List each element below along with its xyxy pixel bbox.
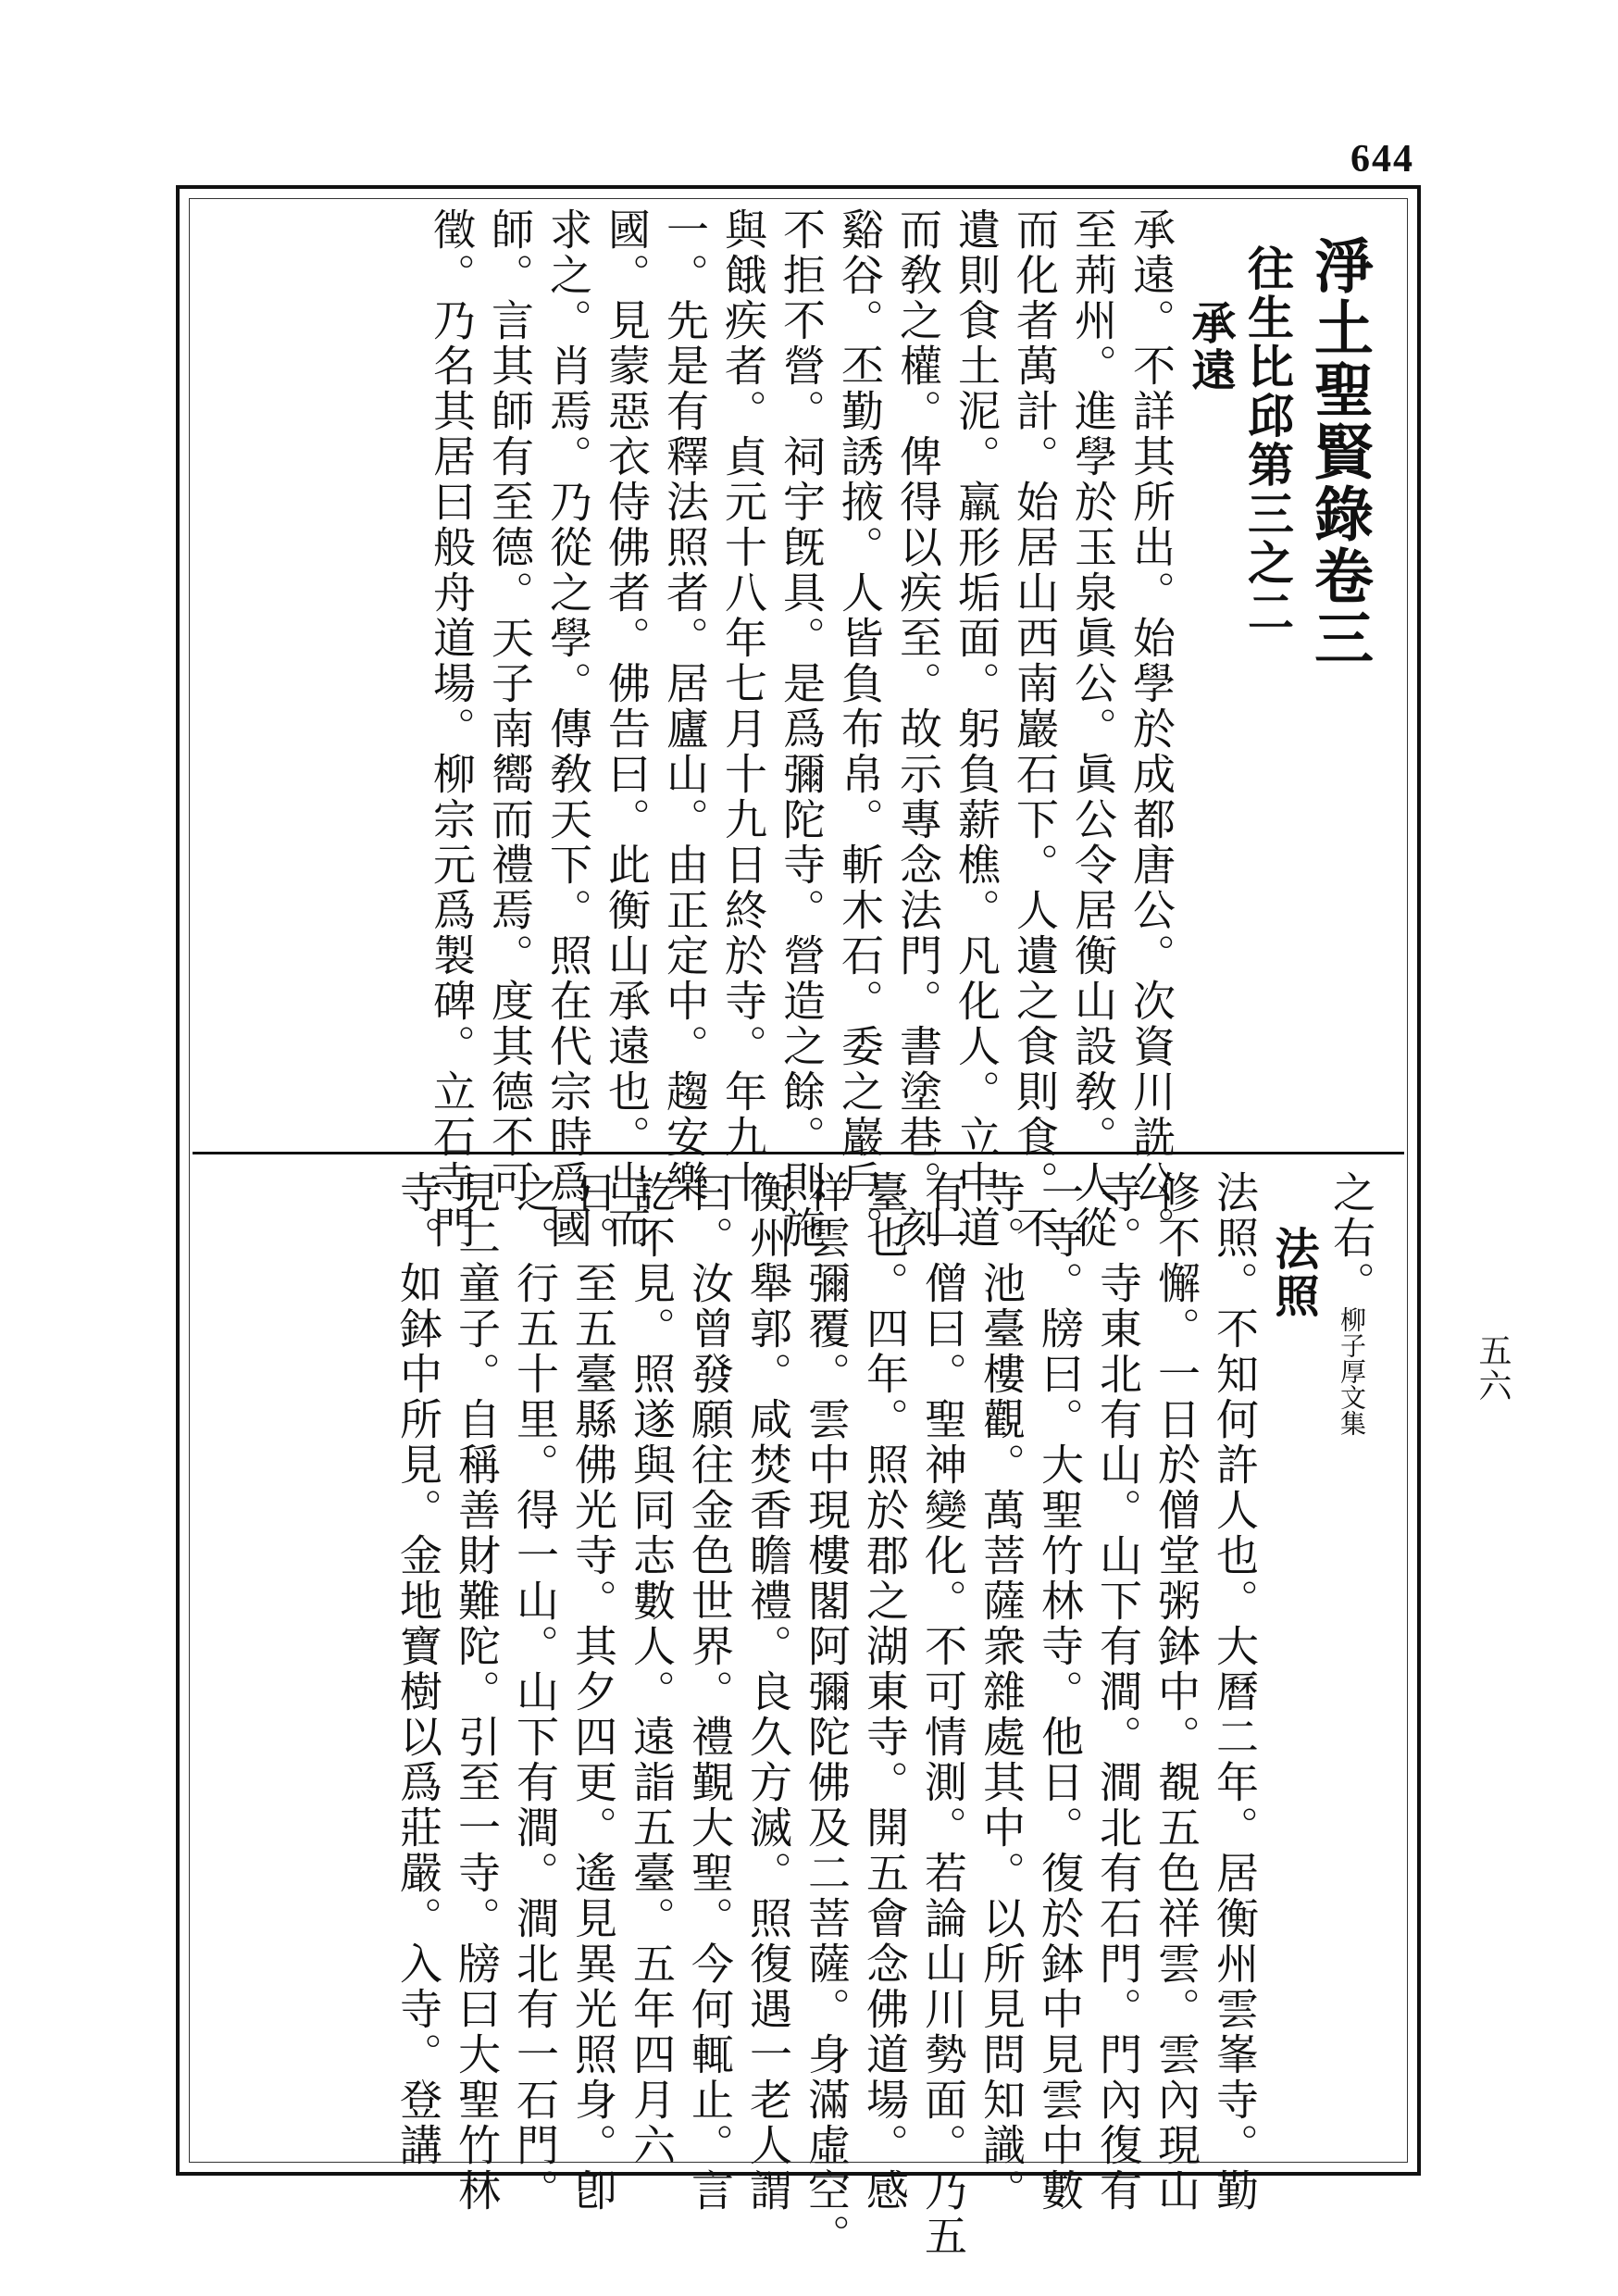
text-line: 至荊州。進學於玉泉眞公。眞公令居衡山設敎。人從 xyxy=(1068,207,1118,1251)
text-line: 谿谷。丕勤誘掖。人皆負布帛。斬木石。委之巖戶。 xyxy=(835,207,885,1251)
text-line: 不拒不營。祠宇旣具。是爲彌陀寺。營造之餘。則施 xyxy=(777,207,827,1251)
text-line: 衡州舉郭。咸焚香瞻禮。良久方滅。照復遇一老人謂 xyxy=(743,1170,793,2214)
text-line: 遺則食土泥。羸形垢面。躬負薪樵。凡化人。立中道 xyxy=(952,207,1002,1251)
text-line: 承遠。不詳其所出。始學於成都唐公。次資川詵公。 xyxy=(1126,207,1176,1251)
continued-line xyxy=(1322,1170,1380,2133)
text-line: 祥雲彌覆。雲中現樓閣阿彌陀佛及二菩薩。身滿虛空。 xyxy=(802,1170,852,2259)
entry-name-fazhao: 法照 xyxy=(1267,1226,1319,1320)
text-line: 訖不見。照遂與同志數人。遠詣五臺。五年四月六 xyxy=(627,1170,677,2168)
text-line: 寺。如鉢中所見。金地寶樹以爲莊嚴。入寺。登講 xyxy=(393,1170,443,2168)
continued-text: 之右。 xyxy=(1326,1170,1376,1306)
page-number: 644 xyxy=(1350,138,1414,181)
text-frame xyxy=(176,185,1421,2259)
text-line: 師。言其師有至德。天子南嚮而禮焉。度其德不可 xyxy=(485,207,535,1205)
margin-page-mark: 五六 xyxy=(1474,1333,1512,1404)
source-note: 柳子厚文集 xyxy=(1337,1306,1367,1436)
text-line: 而敎之權。俾得以疾至。故示專念法門。書塗巷。刻 xyxy=(893,207,943,1251)
book-title: 淨土聖賢錄卷三 xyxy=(1304,235,1374,669)
text-line: 修不懈。一日於僧堂粥鉢中。覩五色祥雲。雲內現山 xyxy=(1151,1170,1201,2214)
text-line: 有一僧曰。聖神變化。不可情測。若論山川勢面。乃五 xyxy=(918,1170,968,2259)
text-line: 法照。不知何許人也。大曆二年。居衡州雲峯寺。勤 xyxy=(1210,1170,1260,2214)
text-line: 國。見蒙惡衣侍佛者。佛告曰。此衡山承遠也。出而 xyxy=(602,207,652,1251)
text-line: 寺。寺東北有山。山下有澗。澗北有石門。門內復有 xyxy=(1093,1170,1143,2214)
text-line: 與餓疾者。貞元十八年七月十九日終於寺。年九十 xyxy=(718,207,768,1205)
text-line: 寺。池臺樓觀。萬菩薩衆雜處其中。以所見問知識。 xyxy=(977,1170,1027,2214)
chapter-heading: 往生比邱第三之二 xyxy=(1240,244,1295,637)
text-line: 而化者萬計。始居山西南巖石下。人遺之食則食。不 xyxy=(1010,207,1060,1251)
text-line: 曰。汝曾發願往金色世界。禮覲大聖。今何輒止。言 xyxy=(685,1170,735,2214)
text-line: 一。先是有釋法照者。居廬山。由正定中。趨安樂 xyxy=(660,207,710,1205)
text-line: 一寺。牓曰。大聖竹林寺。他日。復於鉢中見雲中數 xyxy=(1035,1170,1085,2214)
text-line: 見二童子。自稱善財難陀。引至一寺。牓曰大聖竹林 xyxy=(452,1170,502,2214)
text-line: 之。行五十里。得一山。山下有澗。澗北有一石門。 xyxy=(510,1170,560,2214)
text-line: 求之。肖焉。乃從之學。傳敎天下。照在代宗時爲國 xyxy=(543,207,593,1251)
text-line: 臺也。四年。照於郡之湖東寺。開五會念佛道場。感 xyxy=(860,1170,910,2214)
text-line: 日。至五臺縣佛光寺。其夕四更。遙見異光照身。卽 xyxy=(568,1170,618,2214)
text-line: 徵。乃名其居曰般舟道場。柳宗元爲製碑。立石寺門 xyxy=(427,207,477,1251)
lower-section xyxy=(217,1170,1380,2259)
entry-name-chengyuan: 承遠 xyxy=(1184,300,1236,394)
